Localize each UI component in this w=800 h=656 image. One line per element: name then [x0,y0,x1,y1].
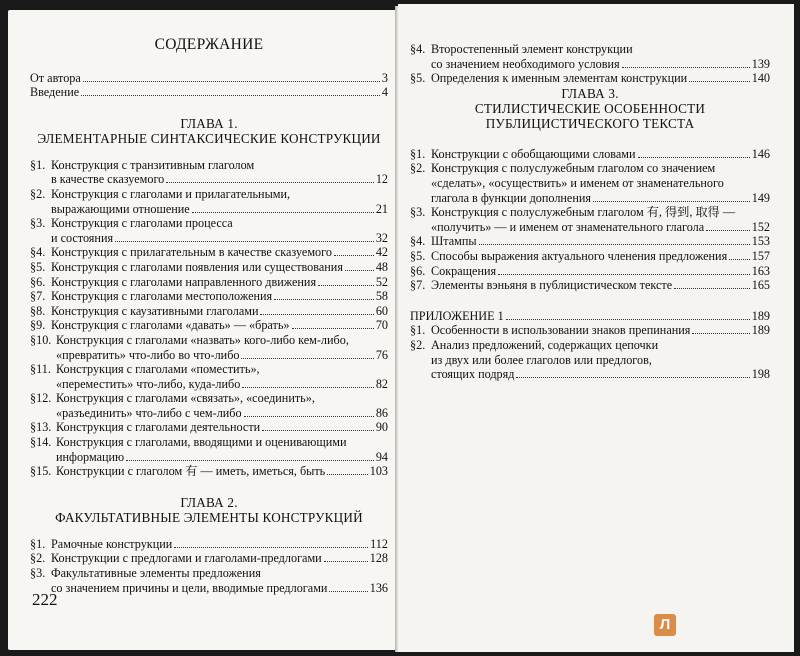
dot-leader [506,319,750,320]
left-toc [30,38,388,595]
section-title [56,333,388,362]
chapter2-label: ГЛАВА 2. [180,494,238,510]
toc-entry [410,234,770,249]
chapter1-label: ГЛАВА 1. [180,115,238,131]
toc-page-number: 140 [751,71,770,86]
section-number: §7. [30,289,46,304]
toc-line [51,245,388,260]
toc-line [51,275,388,290]
toc-line [56,464,388,479]
section-title [56,435,388,464]
toc-entry [410,161,770,205]
dot-leader [166,182,374,183]
toc-entry [30,304,388,319]
toc-line [51,187,388,202]
dot-leader [345,270,374,271]
toc-line-text: «получить» — и именем от знаменательного глагола [431,219,705,234]
chapter2-continued-list [410,42,770,86]
section-title [51,245,388,260]
toc-line-text: глагола в функции дополнения [431,190,591,205]
toc-line-text: Конструкция с глаголами, вводящими и оценивающими [56,435,347,450]
appendix-list [410,323,770,381]
section-title [51,551,388,566]
toc-page-number: 157 [751,248,770,263]
toc-line-text: Элементы вэньяня в публицистическом тексте [431,278,673,293]
toc-page-number: 94 [375,449,388,464]
toc-entry [410,147,770,162]
toc-page-number: 48 [375,259,388,274]
appendix-page: 189 [751,308,770,323]
toc-page-number: 103 [369,464,388,479]
toc-entry [410,42,770,71]
toc-page-number: 165 [751,278,770,293]
section-number: §8. [30,303,46,318]
section-number: §9. [30,318,46,333]
dot-leader [192,212,374,213]
toc-line [431,220,770,235]
dot-leader [327,474,367,475]
section-number: §2. [30,551,46,566]
chapter1-list [30,158,388,479]
toc-entry [410,264,770,279]
toc-page-number: 146 [751,146,770,161]
section-title [51,304,388,319]
section-number: §1. [410,323,426,338]
toc-line-text: Конструкция с глаголами направленного движения [51,274,317,289]
toc-line-text: Способы выражения актуального членения предложения [431,248,728,263]
toc-line-text: «сделать», «осуществить» и именем от знаменательного [431,175,724,190]
section-title [431,71,770,86]
toc-line-text: выражающими отношение [51,201,190,216]
toc-page-number: 198 [751,367,770,382]
toc-line-text: стоящих подряд [431,367,515,382]
section-number: §14. [30,435,52,450]
dot-leader [498,274,750,275]
toc-entry [30,289,388,304]
toc-entry [30,216,388,245]
section-title [51,289,388,304]
dot-leader [638,157,750,158]
dot-leader [593,201,750,202]
section-number: §10. [30,332,52,347]
toc-title: СОДЕРЖАНИЕ [154,36,264,53]
section-title [56,362,388,391]
dot-leader [729,259,750,260]
section-number: §12. [30,391,52,406]
section-title [431,338,770,382]
dot-leader [274,299,374,300]
toc-page-number: 163 [751,263,770,278]
dot-leader [126,460,374,461]
toc-line-text: Факультативные элементы предложения [51,566,261,581]
section-title [431,205,770,234]
dot-leader [242,387,373,388]
toc-line-text: и состояния [51,230,114,245]
dot-leader [334,255,374,256]
toc-line-text: Конструкции с предлогами и глаголами-предлогами [51,551,322,566]
section-number: §13. [30,420,52,435]
toc-line [431,367,770,382]
toc-page-number: 60 [375,303,388,318]
section-title [51,158,388,187]
chapter3-title-line1: СТИЛИСТИЧЕСКИЕ ОСОБЕННОСТИ [474,100,706,116]
dot-leader [622,67,750,68]
toc-line [56,377,388,392]
toc-entry [30,318,388,333]
toc-line-text: Анализ предложений, содержащих цепочки [431,337,659,352]
dot-leader [115,241,374,242]
toc-line [51,289,388,304]
toc-line-text: Конструкция с полуслужебным глаголом со значением [431,161,716,176]
appendix-title: ПРИЛОЖЕНИЕ 1 [410,308,504,323]
toc-entry [30,260,388,275]
toc-line-text: Конструкция с прилагательным в качестве сказуемого [51,245,332,260]
toc-entry [30,333,388,362]
section-number: §1. [30,536,46,551]
toc-line-text: «разъединить» что-либо с чем-либо [56,405,242,420]
toc-line [56,420,388,435]
toc-line-text: информацию [56,449,125,464]
toc-entry [410,338,770,382]
toc-line-text: в качестве сказуемого [51,172,165,187]
dot-leader [324,561,368,562]
toc-page-number: 152 [751,219,770,234]
dot-leader [83,81,380,82]
toc-page-number: 90 [375,420,388,435]
toc-line [51,581,388,596]
section-number: §11. [30,362,51,377]
chapter3-list [410,147,770,293]
dot-leader [318,285,374,286]
toc-line-text: Конструкции с обобщающими словами [431,146,636,161]
toc-line-text: Конструкция с глаголами деятельности [56,420,261,435]
toc-line-text: Определения к именным элементам конструкции [431,71,688,86]
toc-page-number: 12 [375,172,388,187]
section-number: §4. [410,234,426,249]
right-page [398,4,794,652]
toc-line-text: Второстепенный элемент конструкции [431,42,633,56]
chapter1-title: ЭЛЕМЕНТАРНЫЕ СИНТАКСИЧЕСКИЕ КОНСТРУКЦИИ [37,130,381,146]
section-title [51,275,388,290]
toc-page-number: 21 [375,201,388,216]
dot-leader [241,358,373,359]
toc-line [431,71,770,86]
toc-page-number: 4 [381,85,388,100]
toc-page-number: 139 [751,56,770,71]
toc-page-number: 153 [751,234,770,249]
toc-line [431,161,770,176]
toc-line-text: Конструкция с глаголами «назвать» кого-либо кем-либо, [56,332,349,347]
toc-line [431,278,770,293]
dot-leader [692,333,749,334]
toc-line [56,333,388,348]
toc-page-number: 128 [369,551,388,566]
toc-page-number: 3 [381,70,388,85]
chapter3-title-line2: ПУБЛИЦИСТИЧЕСКОГО ТЕКСТА [485,115,695,131]
toc-line-text: со значением необходимого условия [431,56,620,71]
toc-entry [410,278,770,293]
toc-line-text: Штампы [431,234,477,249]
toc-line [431,191,770,206]
section-title [431,264,770,279]
section-title [56,464,388,479]
toc-line [431,353,770,368]
toc-line-text: из двух или более глаголов или предлогов, [431,352,652,367]
section-number: §2. [410,161,426,176]
toc-line-text: Конструкция с транзитивным глаголом [51,157,255,172]
toc-entry [30,391,388,420]
toc-line-text: Конструкция с глаголами появления или существования [51,259,343,274]
toc-line-text: со значением причины и цели, вводимые предлогами [51,580,328,595]
toc-line [431,176,770,191]
toc-entry [30,245,388,260]
section-title [56,391,388,420]
section-number: §1. [410,146,426,161]
toc-entry [30,158,388,187]
section-title [431,161,770,205]
toc-line-text: Конструкция с глаголами процесса [51,216,233,231]
section-title [431,323,770,338]
toc-line [56,406,388,421]
toc-line-text: Конструкция с каузативными глаголами [51,303,259,318]
toc-line-text: Особенности в использовании знаков препинания [431,323,691,338]
dot-leader [260,314,373,315]
toc-line [51,231,388,246]
toc-page-number: 189 [751,323,770,338]
toc-line [431,42,770,57]
section-number: §5. [410,248,426,263]
toc-line-text: «превратить» что-либо во что-либо [56,347,240,362]
toc-page-number: 86 [375,405,388,420]
chapter2-title: ФАКУЛЬТАТИВНЫЕ ЭЛЕМЕНТЫ КОНСТРУКЦИЙ [55,509,363,525]
section-title [431,278,770,293]
section-number: §2. [30,186,46,201]
toc-page-number: 76 [375,347,388,362]
dot-leader [479,244,750,245]
toc-line [431,264,770,279]
section-number: §15. [30,464,52,479]
toc-line-text: Конструкция с глаголами «поместить», [56,362,260,377]
section-number: §2. [410,337,426,352]
chapter3-label: ГЛАВА 3. [561,85,619,101]
toc-page-number: 149 [751,190,770,205]
section-title [51,318,388,333]
toc-line-text: Введение [30,85,80,100]
section-number: §4. [30,245,46,260]
section-title [431,147,770,162]
toc-page-number: 70 [375,318,388,333]
toc-line-text: От автора [30,70,81,85]
toc-line [431,249,770,264]
toc-line [431,205,770,220]
toc-line [431,147,770,162]
toc-entry [30,537,388,552]
section-title [51,566,388,595]
section-number: §3. [30,566,46,581]
toc-line-text: Рамочные конструкции [51,536,173,551]
toc-entry [30,362,388,391]
section-number: §5. [30,259,46,274]
toc-line [51,551,388,566]
toc-line [431,323,770,338]
toc-entry [30,187,388,216]
toc-line-text: Конструкция с полуслужебным глаголом 有, 得到, 取得 — [431,205,736,220]
dot-leader [706,230,750,231]
dot-leader [674,288,750,289]
toc-entry [30,551,388,566]
section-title [431,249,770,264]
dot-leader [292,328,374,329]
toc-page-number: 52 [375,274,388,289]
toc-line-text: «переместить» что-либо, куда-либо [56,376,241,391]
section-number: §6. [30,274,46,289]
right-toc [410,42,770,382]
dot-leader [689,81,750,82]
dot-leader [81,95,380,96]
toc-line [51,318,388,333]
dot-leader [244,416,374,417]
section-number: §1. [30,157,46,172]
toc-line-text: Конструкция с глаголами местоположения [51,289,273,304]
section-title [51,216,388,245]
toc-line [56,435,388,450]
left-page [8,10,396,650]
toc-entry [30,275,388,290]
toc-entry [410,71,770,86]
appendix-heading [410,309,770,324]
toc-line-text: Сокращения [431,263,497,278]
toc-page-number: 82 [375,376,388,391]
toc-line [431,234,770,249]
toc-line [56,391,388,406]
chapter2-list [30,537,388,595]
publisher-logo: Л [654,614,676,636]
toc-entry [30,464,388,479]
toc-line [51,158,388,173]
toc-line-text: Конструкции с глаголом 有 — иметь, иметься, быть [56,464,326,479]
toc-line [56,348,388,363]
section-number: §7. [410,278,426,293]
toc-entry [410,323,770,338]
section-title [431,234,770,249]
page-number: 222 [32,590,58,609]
toc-page-number: 58 [375,289,388,304]
toc-page-number: 136 [369,580,388,595]
section-title [51,537,388,552]
toc-line [51,172,388,187]
toc-line [51,260,388,275]
dot-leader [174,547,368,548]
section-number: §5. [410,71,426,86]
toc-line [51,202,388,217]
toc-line [431,338,770,353]
toc-line [431,57,770,72]
section-title [51,187,388,216]
toc-line-text: Конструкция с глаголами «давать» — «брать» [51,318,290,333]
toc-line [56,450,388,465]
toc-line [51,304,388,319]
toc-entry [410,205,770,234]
toc-line [30,85,388,100]
dot-leader [516,377,749,378]
toc-line [51,566,388,581]
section-title [431,42,770,71]
toc-line [30,71,388,86]
toc-entry [30,420,388,435]
section-number: §6. [410,263,426,278]
dot-leader [329,591,367,592]
dot-leader [262,430,374,431]
toc-entry [410,249,770,264]
section-number: §4. [410,42,426,56]
toc-page-number: 112 [370,536,388,551]
front-matter-list [30,71,388,100]
section-number: §3. [30,216,46,231]
toc-line-text: Конструкция с глаголами и прилагательными, [51,186,291,201]
toc-entry [30,566,388,595]
toc-page-number: 32 [375,230,388,245]
toc-entry [30,435,388,464]
section-number: §3. [410,205,426,220]
toc-line [51,537,388,552]
toc-line-text: Конструкция с глаголами «связать», «соединить», [56,391,315,406]
toc-line [56,362,388,377]
section-title [51,260,388,275]
toc-line [51,216,388,231]
toc-page-number: 42 [375,245,388,260]
section-title [56,420,388,435]
